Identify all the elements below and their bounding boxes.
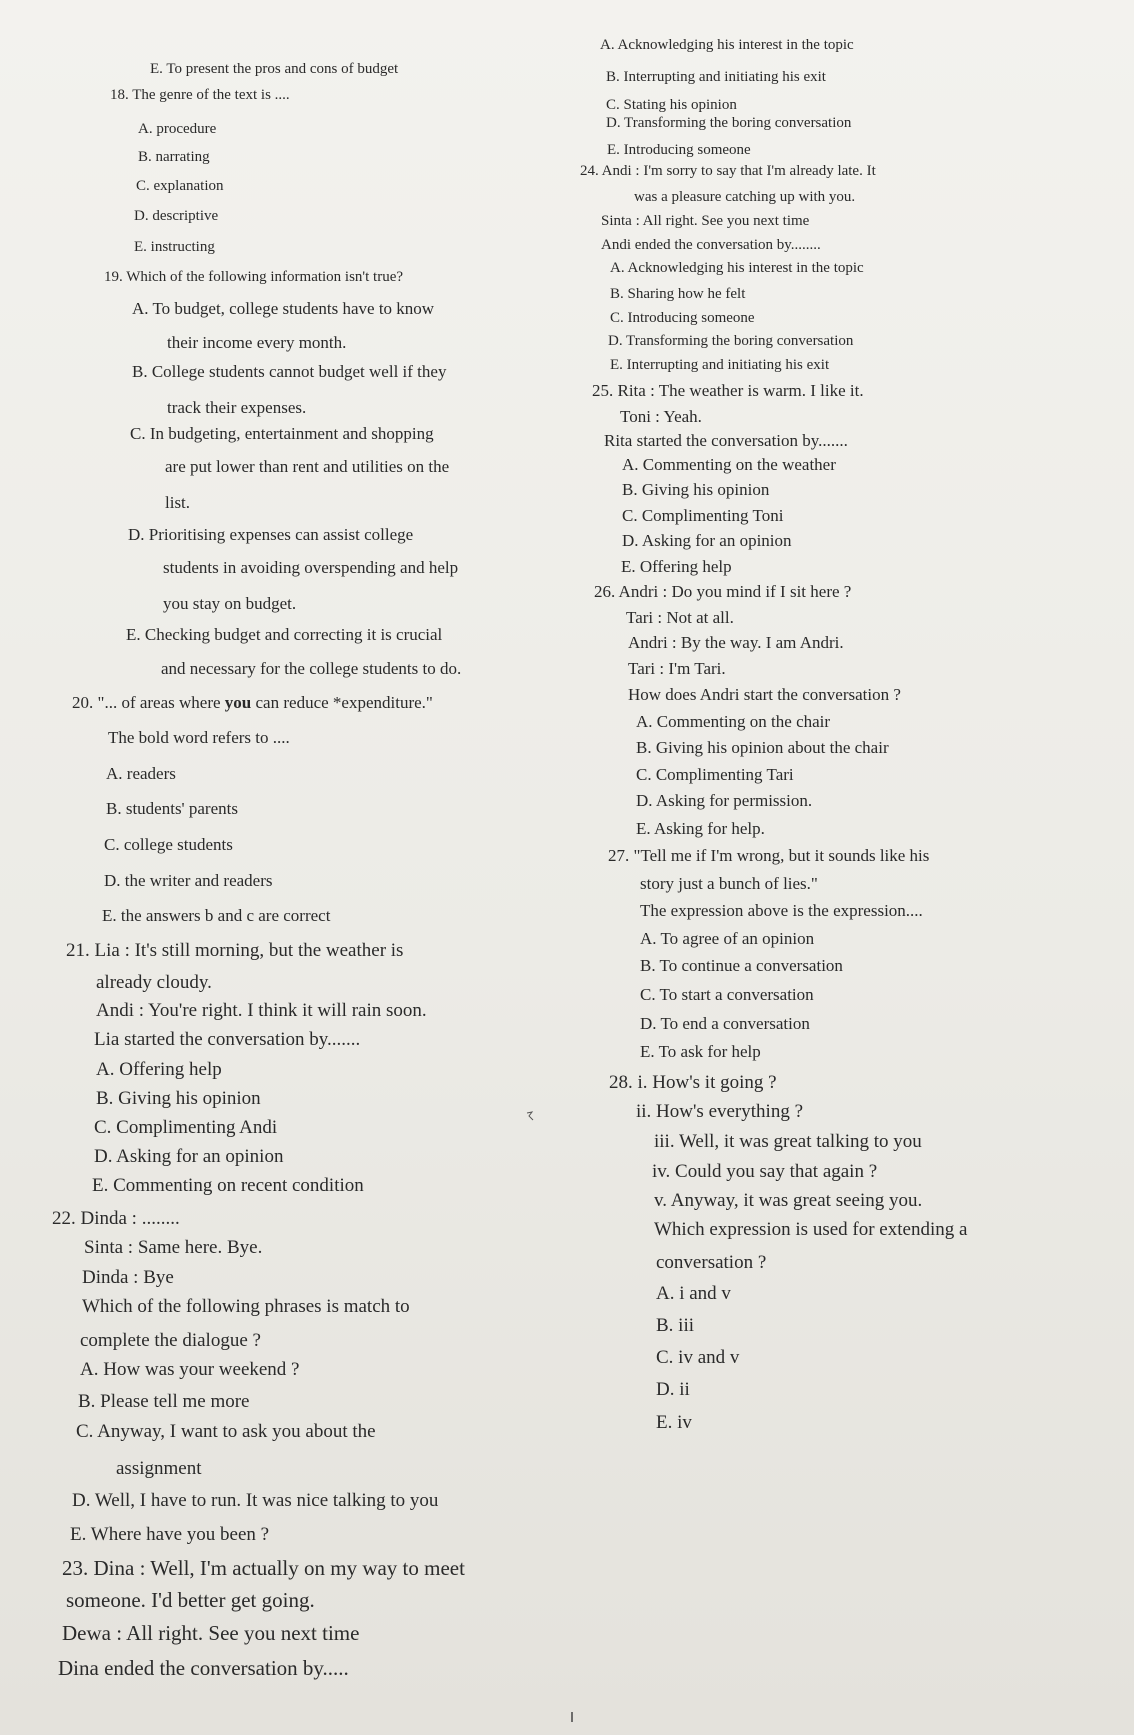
q26-option-a: A. Commenting on the chair: [636, 712, 831, 731]
q25-option-a: A. Commenting on the weather: [622, 455, 836, 474]
q21-line2: already cloudy.: [96, 972, 212, 993]
q23-option-b: B. Interrupting and initiating his exit: [606, 69, 826, 85]
q20-subquestion: The bold word refers to ....: [108, 728, 290, 747]
q22-option-e: E. Where have you been ?: [70, 1524, 270, 1545]
q27-option-b: B. To continue a conversation: [640, 956, 843, 975]
q28-option-c: C. iv and v: [656, 1347, 740, 1368]
q21-option-d: D. Asking for an opinion: [94, 1146, 284, 1167]
q28-option-e: E. iv: [656, 1412, 692, 1433]
q21-option-b: B. Giving his opinion: [96, 1088, 261, 1109]
q26-line4: Tari : I'm Tari.: [628, 659, 726, 678]
q19-option-b-line1: B. College students cannot budget well if they: [132, 362, 447, 381]
q20-option-a: A. readers: [106, 764, 176, 783]
q20-stem: [72, 694, 433, 711]
q27-line1: 27. "Tell me if I'm wrong, but it sounds like his: [608, 846, 930, 865]
q22-option-a: A. How was your weekend ?: [80, 1359, 300, 1380]
q19-option-a-line1: A. To budget, college students have to know: [132, 299, 435, 318]
q23-option-c: C. Stating his opinion: [606, 97, 737, 113]
q26-option-c: C. Complimenting Tari: [636, 765, 794, 784]
q27-option-a: A. To agree of an opinion: [640, 929, 815, 948]
q27-line2: story just a bunch of lies.": [640, 874, 818, 893]
q26-line3: Andri : By the way. I am Andri.: [628, 633, 844, 652]
q27-line3: The expression above is the expression....: [640, 901, 923, 920]
q26-option-b: B. Giving his opinion about the chair: [636, 738, 889, 757]
q24-option-b: B. Sharing how he felt: [610, 286, 746, 302]
q25-line1: 25. Rita : The weather is warm. I like it.: [592, 381, 864, 400]
q28-item-iv: iv. Could you say that again ?: [652, 1161, 878, 1182]
q24-line1: 24. Andi : I'm sorry to say that I'm already late. It: [580, 163, 876, 179]
q28-option-a: A. i and v: [656, 1283, 731, 1304]
q22-line5: complete the dialogue ?: [80, 1330, 261, 1351]
q25-option-e: E. Offering help: [621, 557, 732, 576]
q23-line1: 23. Dina : Well, I'm actually on my way to meet: [62, 1556, 465, 1580]
q22-option-b: B. Please tell me more: [78, 1391, 250, 1412]
q28-option-b: B. iii: [656, 1315, 695, 1336]
q23-line2: someone. I'd better get going.: [66, 1588, 315, 1612]
q20-stem-bold-word: you: [224, 693, 252, 712]
q22-line2: Sinta : Same here. Bye.: [84, 1237, 263, 1258]
q28-item-iii: iii. Well, it was great talking to you: [654, 1131, 922, 1152]
q24-option-e: E. Interrupting and initiating his exit: [610, 357, 830, 373]
q26-option-e: E. Asking for help.: [636, 819, 765, 838]
q22-option-c-line2: assignment: [116, 1458, 202, 1479]
q18-option-b: B. narrating: [138, 149, 210, 165]
q21-line3: Andi : You're right. I think it will rain soon.: [96, 1000, 427, 1021]
q20-option-d: D. the writer and readers: [104, 871, 273, 890]
q19-option-e-line1: E. Checking budget and correcting it is crucial: [126, 625, 443, 644]
q24-line4: Andi ended the conversation by........: [601, 237, 821, 253]
q19-stem: 19. Which of the following information isn't true?: [104, 269, 404, 285]
q18-option-c: C. explanation: [136, 178, 224, 194]
q21-option-a: A. Offering help: [96, 1059, 222, 1080]
q21-option-e: E. Commenting on recent condition: [92, 1175, 364, 1196]
q19-option-a-line2: their income every month.: [167, 333, 347, 352]
q23-option-e: E. Introducing someone: [607, 142, 751, 158]
q19-option-d-line3: you stay on budget.: [163, 594, 297, 613]
q28-option-d: D. ii: [656, 1379, 690, 1400]
q22-line4: Which of the following phrases is match to: [82, 1296, 410, 1317]
q17-option-e: E. To present the pros and cons of budget: [150, 61, 399, 77]
q28-stem-line1: Which expression is used for extending a: [654, 1219, 968, 1240]
q19-option-e-line2: and necessary for the college students to do.: [161, 659, 462, 678]
q18-option-a: A. procedure: [138, 121, 217, 137]
q25-option-c: C. Complimenting Toni: [622, 506, 784, 525]
q24-option-c: C. Introducing someone: [610, 310, 755, 326]
q25-option-d: D. Asking for an opinion: [622, 531, 792, 550]
q19-option-c-line2: are put lower than rent and utilities on the: [165, 457, 450, 476]
q22-line3: Dinda : Bye: [82, 1267, 174, 1288]
q22-option-d: D. Well, I have to run. It was nice talking to you: [72, 1490, 439, 1511]
q24-option-d: D. Transforming the boring conversation: [608, 333, 854, 349]
q23-option-d: D. Transforming the boring conversation: [606, 115, 852, 131]
q24-line3: Sinta : All right. See you next time: [601, 213, 810, 229]
q19-option-d-line1: D. Prioritising expenses can assist college: [128, 525, 414, 544]
q24-line2: was a pleasure catching up with you.: [634, 189, 856, 205]
q23-option-a: A. Acknowledging his interest in the topic: [600, 37, 854, 53]
stray-mark-icon: [571, 1712, 573, 1722]
q23-line4: Dina ended the conversation by.....: [58, 1656, 349, 1680]
q26-line1: 26. Andri : Do you mind if I sit here ?: [594, 582, 852, 601]
q26-option-d: D. Asking for permission.: [636, 791, 813, 810]
pencil-mark-icon: [526, 1108, 534, 1118]
q25-line2: Toni : Yeah.: [620, 407, 702, 426]
q19-option-b-line2: track their expenses.: [167, 398, 307, 417]
q25-option-b: B. Giving his opinion: [622, 480, 770, 499]
q20-option-c: C. college students: [104, 835, 233, 854]
q19-option-c-line1: C. In budgeting, entertainment and shopping: [130, 424, 434, 443]
q21-line1: 21. Lia : It's still morning, but the weather is: [66, 940, 404, 961]
q26-line2: Tari : Not at all.: [626, 608, 734, 627]
q28-item-v: v. Anyway, it was great seeing you.: [654, 1190, 923, 1211]
q22-line1: 22. Dinda : ........: [52, 1208, 180, 1229]
q25-line3: Rita started the conversation by.......: [604, 431, 848, 450]
q23-line3: Dewa : All right. See you next time: [62, 1621, 360, 1645]
q27-option-c: C. To start a conversation: [640, 985, 814, 1004]
q28-stem-line2: conversation ?: [656, 1252, 767, 1273]
q21-line4: Lia started the conversation by.......: [94, 1029, 361, 1050]
q20-stem-text-post: can reduce *expenditure.": [251, 693, 433, 712]
q24-option-a: A. Acknowledging his interest in the topic: [610, 260, 864, 276]
q19-option-c-line3: list.: [165, 493, 191, 512]
q18-option-d: D. descriptive: [134, 208, 219, 224]
q27-option-e: E. To ask for help: [640, 1042, 761, 1061]
q20-option-b: B. students' parents: [106, 799, 238, 818]
q20-option-e: E. the answers b and c are correct: [102, 906, 331, 925]
q19-option-d-line2: students in avoiding overspending and help: [163, 558, 459, 577]
q18-stem: 18. The genre of the text is ....: [110, 87, 290, 103]
q28-item-i: 28. i. How's it going ?: [609, 1072, 777, 1093]
q21-option-c: C. Complimenting Andi: [94, 1117, 278, 1138]
q27-option-d: D. To end a conversation: [640, 1014, 810, 1033]
q18-option-e: E. instructing: [134, 239, 215, 255]
q20-stem-text-pre: 20. "... of areas where: [72, 693, 225, 712]
q22-option-c-line1: C. Anyway, I want to ask you about the: [76, 1421, 376, 1442]
q26-line5: How does Andri start the conversation ?: [628, 685, 901, 704]
q28-item-ii: ii. How's everything ?: [636, 1101, 804, 1122]
